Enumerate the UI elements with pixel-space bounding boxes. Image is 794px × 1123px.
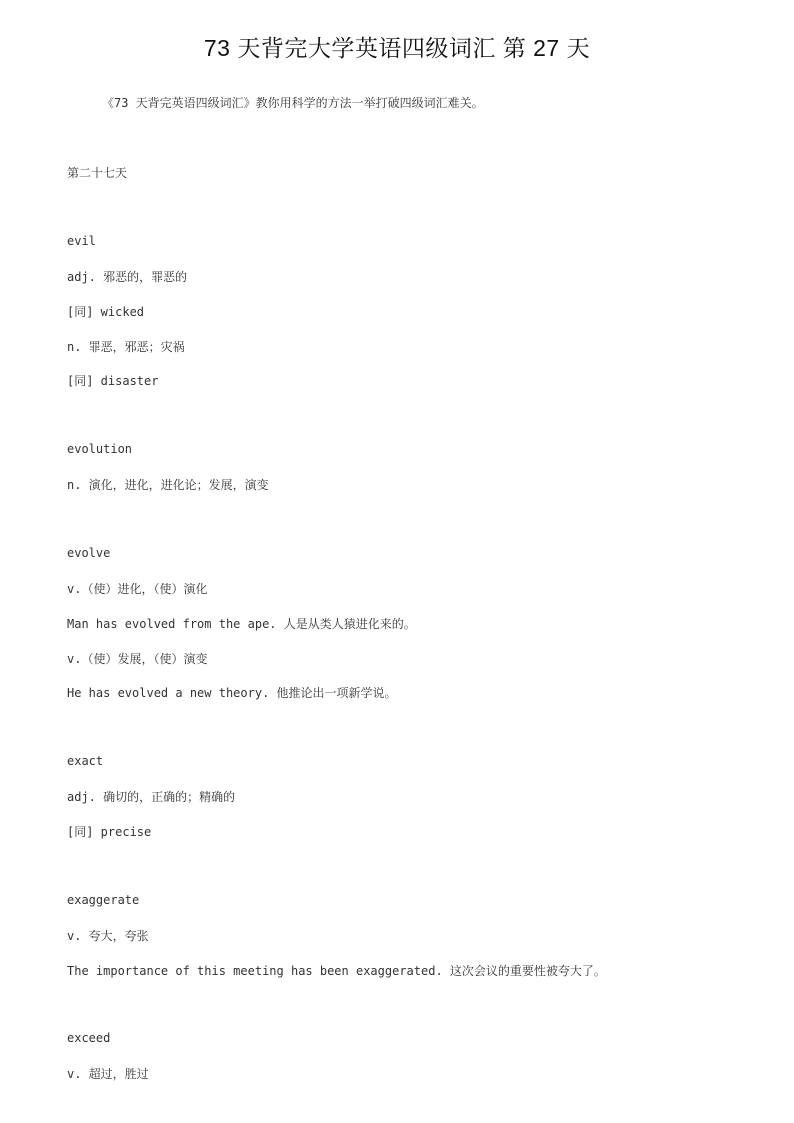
entry-word: exaggerate [67,893,140,907]
entry-example: He has evolved a new theory. 他推论出一项新学说。 [67,686,397,700]
page-title: 73 天背完大学英语四级词汇 第 27 天 [203,35,591,61]
entry-word: evil [67,234,96,248]
intro-paragraph: 《73 天背完英语四级词汇》教你用科学的方法一举打破四级词汇难关。 [102,96,484,110]
entry-definition: n. 演化，进化，进化论；发展，演变 [67,478,269,492]
entry-definition: v. 夸大，夸张 [67,929,149,943]
entry-definition: n. 罪恶，邪恶；灾祸 [67,340,185,354]
entry-synonym: [同] precise [67,825,152,839]
day-heading: 第二十七天 [67,166,128,180]
entry-definition: v.（使）发展，（使）演变 [67,652,208,666]
entry-word: exceed [67,1031,111,1045]
entry-word: evolution [67,442,133,456]
entry-example: Man has evolved from the ape. 人是从类人猿进化来的。 [67,617,416,631]
entry-synonym: [同] wicked [67,305,145,319]
entry-definition: adj. 确切的，正确的；精确的 [67,790,236,804]
entry-word: exact [67,754,104,768]
entry-example: The importance of this meeting has been exaggerated. 这次会议的重要性被夸大了。 [67,964,606,978]
entry-definition: v. 超过，胜过 [67,1067,149,1081]
entry-word: evolve [67,546,111,560]
entry-definition: adj. 邪恶的，罪恶的 [67,270,188,284]
entry-definition: v.（使）进化，（使）演化 [67,582,208,596]
entry-synonym: [同] disaster [67,374,159,388]
